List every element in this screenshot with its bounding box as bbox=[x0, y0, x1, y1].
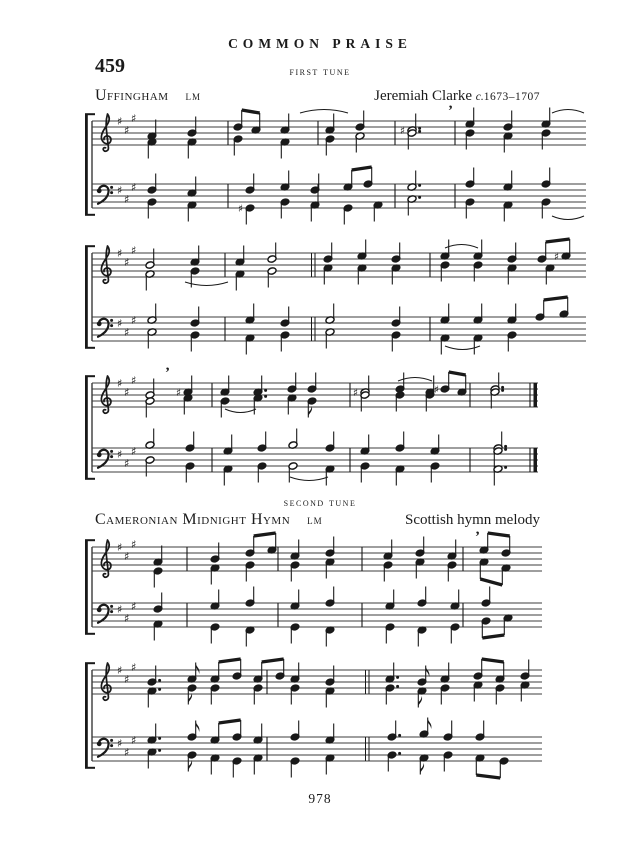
system-bracket bbox=[85, 664, 88, 767]
staff-treble bbox=[92, 239, 586, 291]
svg-text:♯: ♯ bbox=[131, 313, 137, 327]
music-system-4 bbox=[85, 529, 542, 647]
svg-text:♯: ♯ bbox=[131, 373, 137, 387]
svg-text:♯: ♯ bbox=[124, 123, 130, 137]
bass-clef-icon bbox=[97, 605, 113, 623]
staff-bass bbox=[92, 297, 586, 355]
svg-text:♯: ♯ bbox=[124, 456, 130, 470]
staff-treble bbox=[92, 529, 542, 588]
composer-dates: 1673–1707 bbox=[483, 91, 540, 103]
second-tune-meter: lm bbox=[307, 512, 323, 527]
svg-text:♯: ♯ bbox=[124, 611, 130, 625]
svg-text:♯: ♯ bbox=[131, 243, 137, 257]
hymn-number: 459 bbox=[95, 55, 125, 77]
page-number: 978 bbox=[308, 791, 332, 806]
composer-circa: c. bbox=[475, 91, 484, 103]
svg-text:♯: ♯ bbox=[131, 733, 137, 747]
bass-clef-icon bbox=[97, 739, 113, 757]
bass-clef-icon bbox=[97, 319, 113, 337]
svg-text:♯: ♯ bbox=[117, 183, 123, 197]
first-tune-meter: lm bbox=[185, 88, 202, 103]
sharp-accidental: ♯ bbox=[434, 383, 440, 396]
second-tune-attribution: Scottish hymn melody bbox=[405, 512, 540, 528]
staff-bass bbox=[92, 587, 542, 647]
svg-text:♯: ♯ bbox=[117, 316, 123, 330]
music-system-5 bbox=[85, 659, 542, 778]
second-tune-name: Cameronian Midnight Hymn bbox=[95, 511, 291, 528]
first-tune-name: Uffingham bbox=[95, 87, 169, 104]
first-tune-label: first tune bbox=[289, 66, 351, 78]
svg-text:♯: ♯ bbox=[117, 540, 123, 554]
svg-text:♯: ♯ bbox=[124, 672, 130, 686]
svg-text:♯: ♯ bbox=[117, 246, 123, 260]
svg-text:♯: ♯ bbox=[124, 745, 130, 759]
staff-treble bbox=[92, 103, 586, 159]
breath-mark: ’ bbox=[448, 103, 453, 119]
bass-clef-icon bbox=[97, 450, 113, 468]
svg-text:♯: ♯ bbox=[117, 114, 123, 128]
svg-text:♯: ♯ bbox=[124, 325, 130, 339]
composer-name: Jeremiah Clarke bbox=[374, 88, 473, 104]
sharp-accidental: ♯ bbox=[176, 386, 182, 399]
staff-bass bbox=[92, 167, 586, 225]
music-system-3 bbox=[85, 365, 538, 486]
breath-mark: ’ bbox=[165, 365, 170, 381]
sharp-accidental: ♯ bbox=[554, 250, 560, 263]
svg-text:♯: ♯ bbox=[117, 376, 123, 390]
svg-text:♯: ♯ bbox=[117, 602, 123, 616]
system-bracket bbox=[85, 541, 88, 633]
second-tune-label: second tune bbox=[283, 497, 357, 509]
svg-text:♯: ♯ bbox=[131, 180, 137, 194]
bass-clef-icon bbox=[97, 186, 113, 204]
staff-treble bbox=[92, 365, 538, 418]
svg-text:♯: ♯ bbox=[131, 111, 137, 125]
svg-text:♯: ♯ bbox=[124, 549, 130, 563]
svg-text:♯: ♯ bbox=[124, 385, 130, 399]
sharp-accidental: ♯ bbox=[238, 202, 244, 215]
svg-text:♯: ♯ bbox=[117, 736, 123, 750]
svg-text:♯: ♯ bbox=[131, 599, 137, 613]
staff-bass bbox=[92, 718, 542, 779]
staff-bass bbox=[92, 429, 538, 486]
system-bracket bbox=[85, 247, 88, 347]
svg-text:♯: ♯ bbox=[131, 444, 137, 458]
book-title: COMMON PRAISE bbox=[228, 36, 412, 51]
music-system-1 bbox=[85, 103, 586, 225]
svg-text:♯: ♯ bbox=[124, 255, 130, 269]
svg-text:♯: ♯ bbox=[131, 537, 137, 551]
svg-text:♯: ♯ bbox=[131, 660, 137, 674]
sharp-accidental: ♯ bbox=[400, 124, 406, 137]
system-bracket bbox=[85, 115, 88, 214]
music-system-2 bbox=[85, 239, 586, 355]
svg-text:♯: ♯ bbox=[124, 192, 130, 206]
sharp-accidental: ♯ bbox=[353, 386, 359, 399]
svg-text:♯: ♯ bbox=[117, 663, 123, 677]
breath-mark: ’ bbox=[475, 529, 480, 545]
svg-text:♯: ♯ bbox=[117, 447, 123, 461]
system-bracket bbox=[85, 377, 88, 478]
staff-treble bbox=[92, 659, 542, 708]
